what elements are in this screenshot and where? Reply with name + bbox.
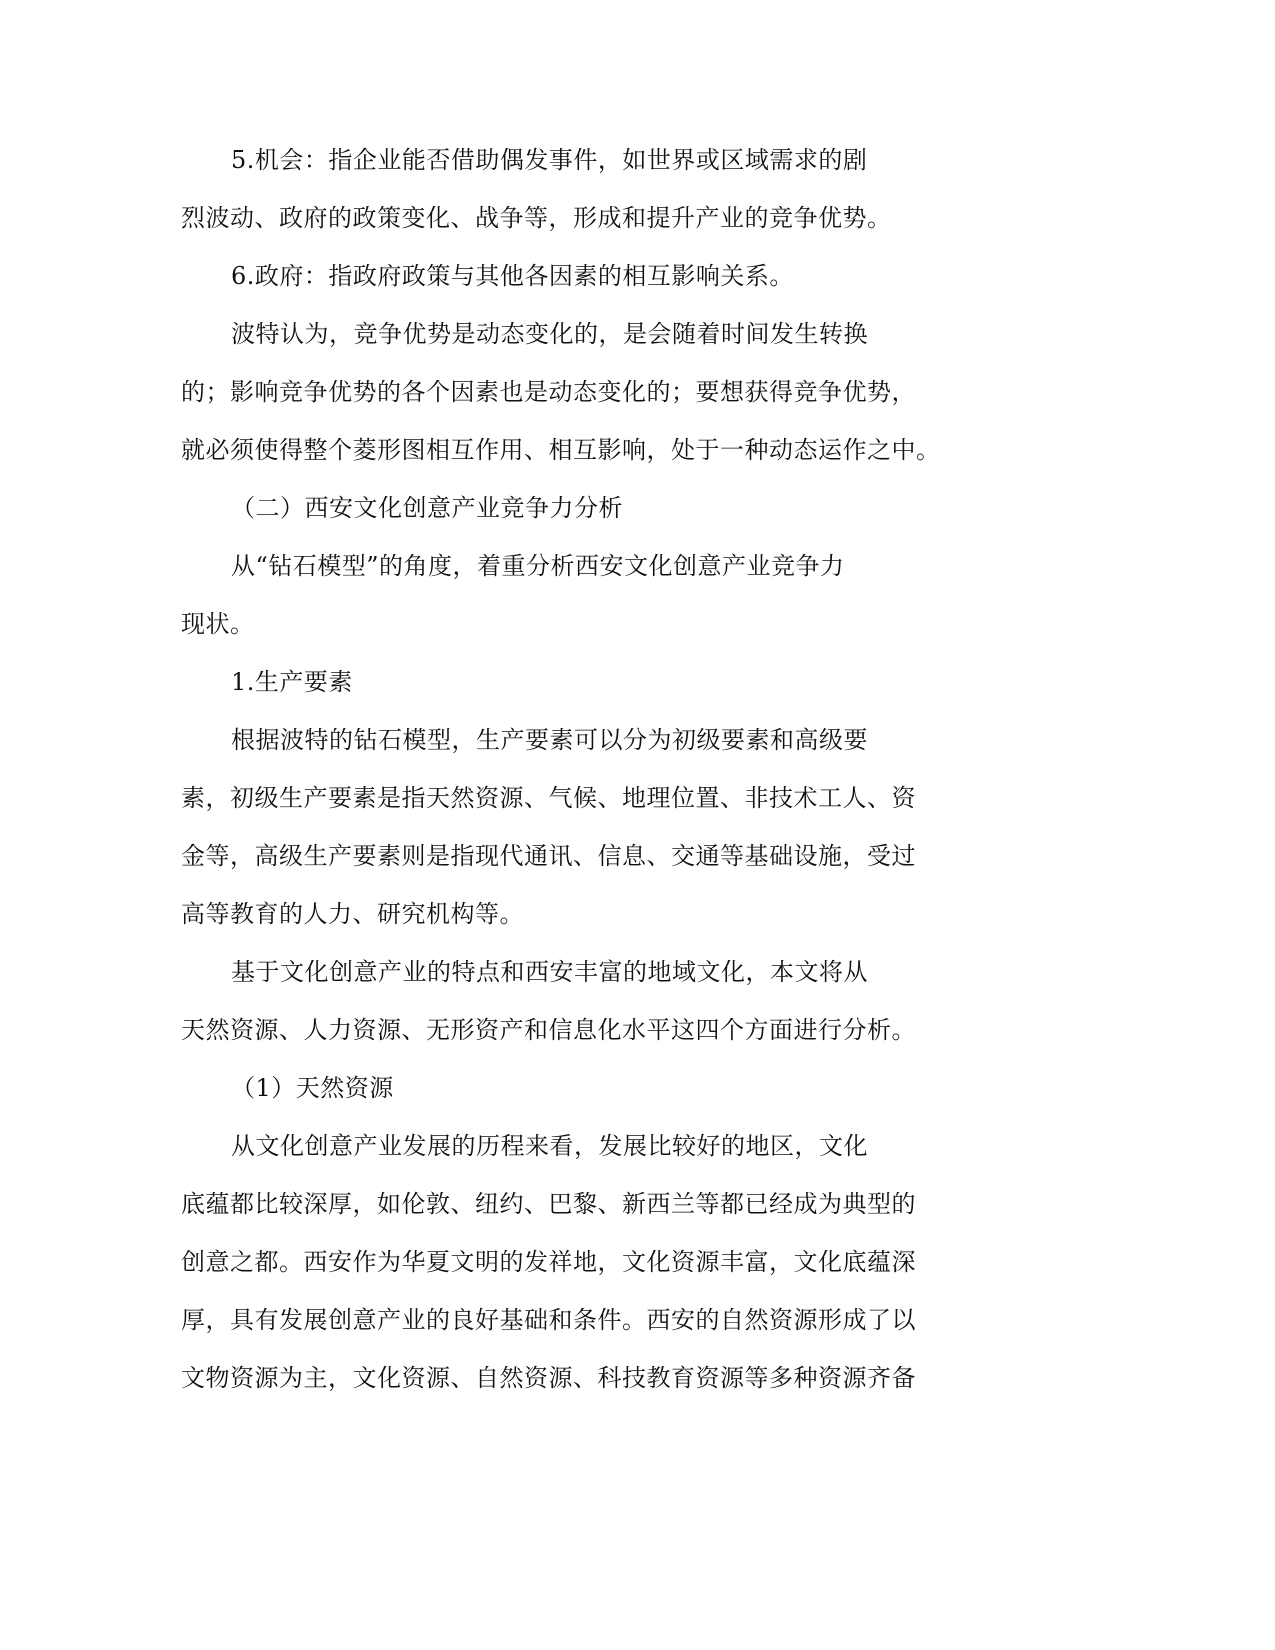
text-line: 6.政府：指政府政策与其他各因素的相互影响关系。 xyxy=(231,262,794,290)
text-line: 底蕴都比较深厚，如伦敦、纽约、巴黎、新西兰等都已经成为典型的 xyxy=(181,1190,916,1218)
text-line: 从文化创意产业发展的历程来看，发展比较好的地区，文化 xyxy=(231,1132,868,1160)
text-line: 基于文化创意产业的特点和西安丰富的地域文化，本文将从 xyxy=(231,958,868,986)
text-line: 的；影响竞争优势的各个因素也是动态变化的；要想获得竞争优势， xyxy=(181,378,916,406)
text-line: 5.机会：指企业能否借助偶发事件，如世界或区域需求的剧 xyxy=(231,146,868,174)
subsection-heading: 1.生产要素 xyxy=(231,668,353,696)
section-heading: （二）西安文化创意产业竞争力分析 xyxy=(231,494,623,522)
text-line: 创意之都。西安作为华夏文明的发祥地，文化资源丰富，文化底蕴深 xyxy=(181,1248,916,1276)
text-line: 从“钻石模型”的角度，着重分析西安文化创意产业竞争力 xyxy=(231,552,845,580)
text-line: 现状。 xyxy=(181,610,255,638)
text-line: 天然资源、人力资源、无形资产和信息化水平这四个方面进行分析。 xyxy=(181,1016,916,1044)
text-line: 波特认为，竞争优势是动态变化的，是会随着时间发生转换 xyxy=(231,320,868,348)
text-line: 烈波动、政府的政策变化、战争等，形成和提升产业的竞争优势。 xyxy=(181,204,892,232)
text-line: 根据波特的钻石模型，生产要素可以分为初级要素和高级要 xyxy=(231,726,868,754)
text-line: 厚，具有发展创意产业的良好基础和条件。西安的自然资源形成了以 xyxy=(181,1306,916,1334)
text-line: 素，初级生产要素是指天然资源、气候、地理位置、非技术工人、资 xyxy=(181,784,916,812)
text-line: 就必须使得整个菱形图相互作用、相互影响，处于一种动态运作之中。 xyxy=(181,436,941,464)
text-line: 高等教育的人力、研究机构等。 xyxy=(181,900,524,928)
subsection-heading: （1）天然资源 xyxy=(231,1074,394,1102)
text-line: 文物资源为主，文化资源、自然资源、科技教育资源等多种资源齐备 xyxy=(181,1364,916,1392)
text-line: 金等，高级生产要素则是指现代通讯、信息、交通等基础设施，受过 xyxy=(181,842,916,870)
